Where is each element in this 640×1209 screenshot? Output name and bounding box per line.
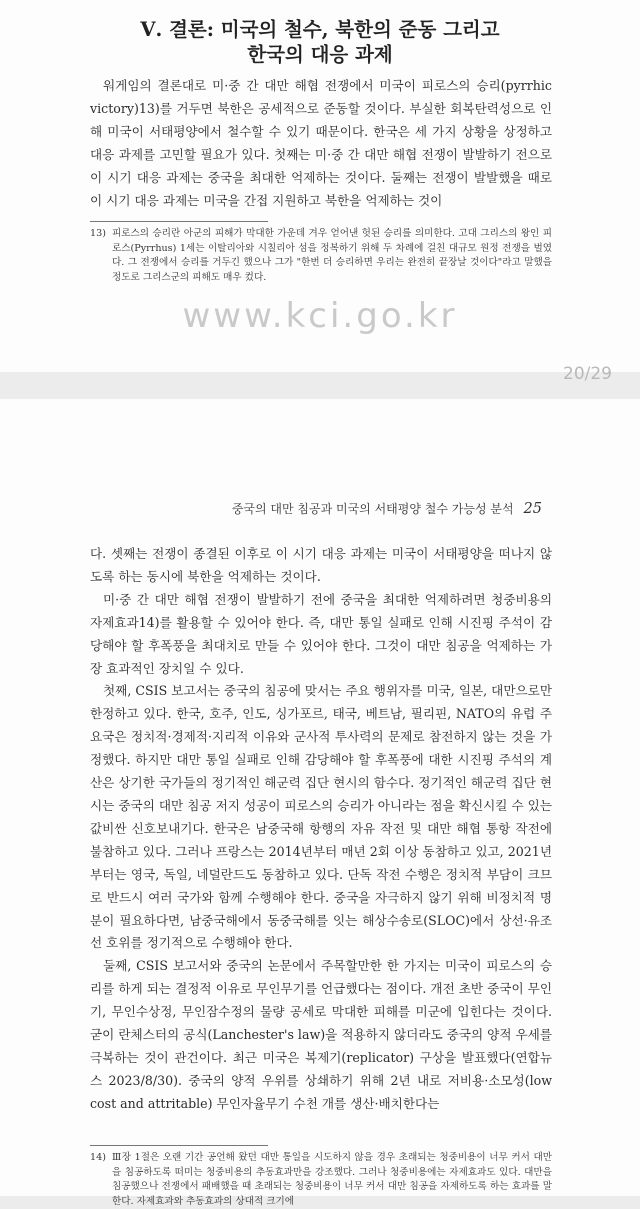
paragraph: 워게임의 결론대로 미·중 간 대만 해협 전쟁에서 미국이 피로스의 승리(pyrrhic victory)13)를 거두면 북한은 공세적으로 준동할 것이다. 부실한 회복탄력성으로 인해 미국이 서태평양에서 철수할 수 있기 때문이다. 한국은 세 가지 상황을 상정하고 대응 과제를 고민할 필요가 있다. 첫째는 미·중 간 대만 해협 전쟁이 발발하기 전으로 이 시기 대응 과제는 중국을 최대한 억제하는 것이다. 둘째는 전쟁이 발발했을 때로 이 시기 대응 과제는 미국을 간접 지원하고 북한을 억제하는 것이 bbox=[90, 78, 552, 208]
footnote-divider bbox=[90, 221, 268, 222]
kci-watermark: www.kci.go.kr bbox=[182, 296, 458, 336]
document-page-21 bbox=[0, 399, 640, 1207]
paragraph: 둘째, CSIS 보고서와 중국의 논문에서 주목할만한 한 가지는 미국이 피로스의 승리를 하게 되는 결정적 이유로 무인무기를 언급했다는 점이다. 개전 초반 중국이 무인기, 무인수상정, 무인잠수정의 물량 공세로 막대한 피해를 미군에 입힌다는 것이다. 굳이 란체스터의 공식(Lanchester's law)을 적용하지 않더라도 중국의 양적 우세를 극복하는 것이 관건이다. 최근 미국은 복제기(replicator) 구상을 발표했다(연합뉴스 2023/8/30). 중국의 양적 우위를 상쇄하기 위해 2년 내로 저비용·소모성(low cost and attritable) 무인자율무기 수천 개를 생산·배치한다는 bbox=[90, 958, 552, 1111]
footnote-divider bbox=[90, 1145, 268, 1146]
footnote-text: Ⅲ장 1절은 오랜 기간 공언해 왔던 대만 통일을 시도하지 않을 경우 초래되는 청중비용이 너무 커서 대만을 침공하도록 떠미는 청중비용의 추동효과만을 강조했다. 그러나 청중비용에는 자제효과도 있다. 대만을 침공했으나 전쟁에서 패배했을 때 초래되는 청중비용이 너무 커서 대만 침공을 자제하도록 하는 효과를 말한다. 자제효과와 추동효과의 상대적 크기에 bbox=[112, 1152, 552, 1207]
footnote-text: 피로스의 승리란 아군의 피해가 막대한 가운데 겨우 얻어낸 헛된 승리를 의미한다. 고대 그리스의 왕인 피로스(Pyrrhus) 1세는 이탈리아와 시칠리아 섬을 정복하기 위해 두 차례에 걸친 대규모 원정 전쟁을 벌였다. 그 전쟁에서 승리를 거두긴 했으나 그가 "한번 더 승리하면 우리는 완전히 끝장날 것이다"라고 말했을 정도로 그리스군의 피해도 매우 컸다. bbox=[112, 228, 552, 283]
section-title-line1: Ⅴ. 결론: 미국의 철수, 북한의 준동 그리고 bbox=[140, 18, 500, 41]
running-head-title: 중국의 대만 침공과 미국의 서태평양 철수 가능성 분석 bbox=[231, 502, 514, 516]
paragraph: 다. 셋째는 전쟁이 종결된 이후로 이 시기 대응 과제는 미국이 서태평양을 떠나지 않도록 하는 동시에 북한을 억제하는 것이다. bbox=[90, 546, 552, 584]
document-page-20 bbox=[0, 0, 640, 372]
running-head bbox=[90, 500, 542, 517]
page-indicator: 20/29 bbox=[563, 364, 612, 384]
footnote-number: 14) bbox=[90, 1152, 106, 1163]
paragraph: 첫째, CSIS 보고서는 중국의 침공에 맞서는 주요 행위자를 미국, 일본, 대만으로만 한정하고 있다. 한국, 호주, 인도, 싱가포르, 태국, 베트남, 필리핀, NATO의 유럽 주요국은 정치적·경제적·지리적 이유와 군사적 투사력의 문제로 참전하지 않는 것을 가정했다. 하지만 대만 통일 실패로 인해 감당해야 할 후폭풍에 대한 시진핑 주석의 계산은 상기한 국가들의 정기적인 해군력 집단 현시의 함수다. 정기적인 해군력 집단 현시는 중국의 대만 침공 저지 성공이 피로스의 승리가 아니라는 점을 확신시킬 수 있는 값비싼 신호보내기다. 한국은 남중국해 항행의 자유 작전 및 대만 해협 통항 작전에 불참하고 있다. 그러나 프랑스는 2014년부터 매년 2회 이상 동참하고 있고, 2021년부터는 영국, 독일, 네덜란드도 동참하고 있다. 단독 작전 수행은 정치적 부담이 크므로 반드시 여러 국가와 함께 수행해야 한다. 중국을 자극하지 않기 위해 비정치적 명분이 필요하다면, 남중국해에서 동중국해를 잇는 해상수송로(SLOC)에서 상선·유조선 호위를 정기적으로 수행해야 한다. bbox=[90, 683, 552, 951]
footnote-number: 13) bbox=[90, 228, 106, 239]
page-gap bbox=[0, 372, 640, 399]
body-text bbox=[90, 543, 552, 1116]
paragraph: 미·중 간 대만 해협 전쟁이 발발하기 전에 중국을 최대한 억제하려면 청중비용의 자제효과14)를 활용할 수 있어야 한다. 즉, 대만 통일 실패로 인해 시진핑 주석이 감당해야 할 후폭풍을 최대치로 만들 수 있어야 한다. 그것이 대만 침공을 억제하는 가장 효과적인 장치일 수 있다. bbox=[90, 591, 552, 676]
running-head-page-number: 25 bbox=[523, 501, 542, 517]
section-title-line2: 한국의 대응 과제 bbox=[247, 43, 393, 66]
footnote-13 bbox=[90, 227, 552, 285]
footnote-14 bbox=[90, 1151, 552, 1209]
body-text bbox=[90, 75, 552, 212]
